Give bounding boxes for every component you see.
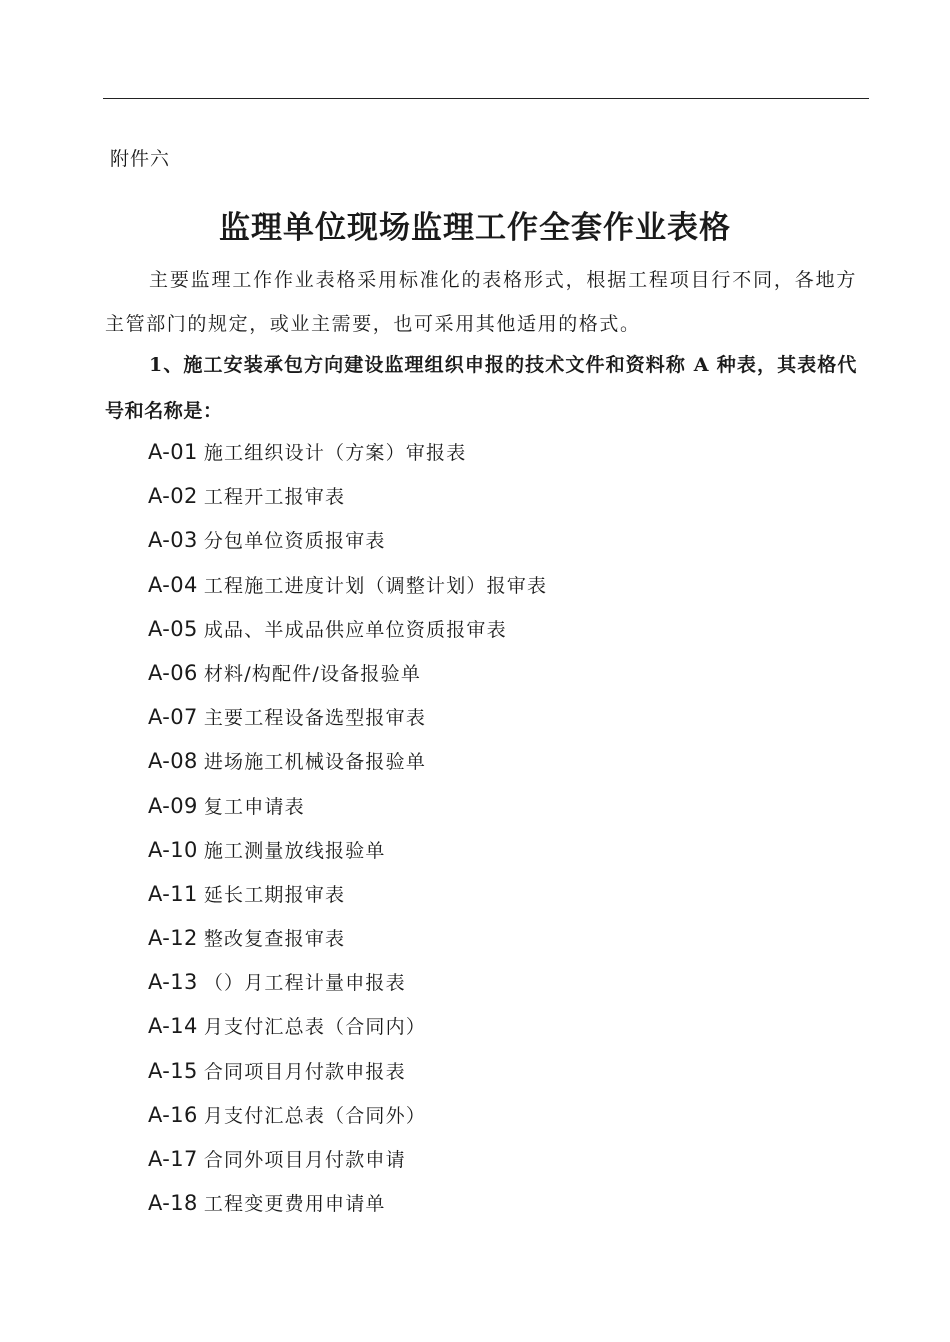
form-list-item xyxy=(148,1093,547,1137)
form-list-item xyxy=(148,1004,547,1048)
form-name: 复工申请表 xyxy=(203,795,305,818)
form-code: A-07 xyxy=(148,705,198,730)
header-rule xyxy=(103,98,869,99)
form-code: A-14 xyxy=(148,1014,198,1039)
document-title: 监理单位现场监理工作全套作业表格 xyxy=(219,210,731,246)
form-name: 施工测量放线报验单 xyxy=(203,839,386,862)
form-list-item xyxy=(148,784,547,828)
form-name: 延长工期报审表 xyxy=(203,883,346,906)
form-name: （）月工程计量申报表 xyxy=(203,972,406,995)
form-name: 成品、半成品供应单位资质报审表 xyxy=(203,618,507,641)
form-code: A-01 xyxy=(148,440,198,464)
form-list-item xyxy=(148,1181,547,1225)
form-name: 分包单位资质报审表 xyxy=(203,530,386,553)
form-code: A-09 xyxy=(148,793,198,818)
form-list-item xyxy=(148,739,547,783)
form-name: 月支付汇总表（合同内） xyxy=(203,1016,427,1039)
form-list-item xyxy=(148,1137,547,1181)
form-code: A-08 xyxy=(148,749,198,774)
form-name: 材料/构配件/设备报验单 xyxy=(203,662,422,685)
form-list-item xyxy=(148,872,547,916)
form-name: 工程施工进度计划（调整计划）报审表 xyxy=(203,574,548,597)
form-code: A-13 xyxy=(148,970,198,995)
form-name: 整改复查报审表 xyxy=(203,928,346,951)
form-list-item xyxy=(148,916,547,960)
form-list-item xyxy=(148,518,547,562)
form-list-item xyxy=(148,960,547,1004)
form-code: A-04 xyxy=(148,572,198,597)
form-name: 工程变更费用申请单 xyxy=(203,1193,386,1216)
form-name: 施工组织设计（方案）审报表 xyxy=(203,442,467,464)
form-name: 工程开工报审表 xyxy=(203,486,346,509)
form-list-item xyxy=(148,430,547,474)
form-code: A-12 xyxy=(148,926,198,951)
form-list-item xyxy=(148,695,547,739)
form-code: A-17 xyxy=(148,1147,198,1171)
form-list-item xyxy=(148,1049,547,1093)
form-code: A-11 xyxy=(148,881,198,906)
form-code: A-16 xyxy=(148,1102,198,1127)
form-list-item xyxy=(148,607,547,651)
form-list-item xyxy=(148,563,547,607)
section-heading: 1、施工安装承包方向建设监理组织申报的技术文件和资料称 A 种表，其表格代号和名称是： xyxy=(105,354,857,422)
form-list-item xyxy=(148,828,547,872)
form-list-item xyxy=(148,474,547,518)
form-code: A-10 xyxy=(148,837,198,862)
form-list xyxy=(148,430,547,1225)
form-name: 合同项目月付款申报表 xyxy=(203,1060,406,1083)
form-code: A-03 xyxy=(148,528,198,553)
form-code: A-05 xyxy=(148,616,198,641)
form-code: A-18 xyxy=(148,1191,198,1216)
form-code: A-15 xyxy=(148,1058,198,1083)
form-name: 进场施工机械设备报验单 xyxy=(203,751,427,774)
form-name: 主要工程设备选型报审表 xyxy=(203,707,427,730)
form-name: 月支付汇总表（合同外） xyxy=(203,1104,427,1127)
form-code: A-02 xyxy=(148,484,198,509)
form-name: 合同外项目月付款申请 xyxy=(203,1149,406,1171)
intro-paragraph: 主要监理工作作业表格采用标准化的表格形式，根据工程项目行不同，各地方主管部门的规定，或业主需要，也可采用其他适用的格式。 xyxy=(105,269,857,335)
form-code: A-06 xyxy=(148,660,198,685)
form-list-item xyxy=(148,651,547,695)
attachment-label: 附件六 xyxy=(110,148,171,170)
